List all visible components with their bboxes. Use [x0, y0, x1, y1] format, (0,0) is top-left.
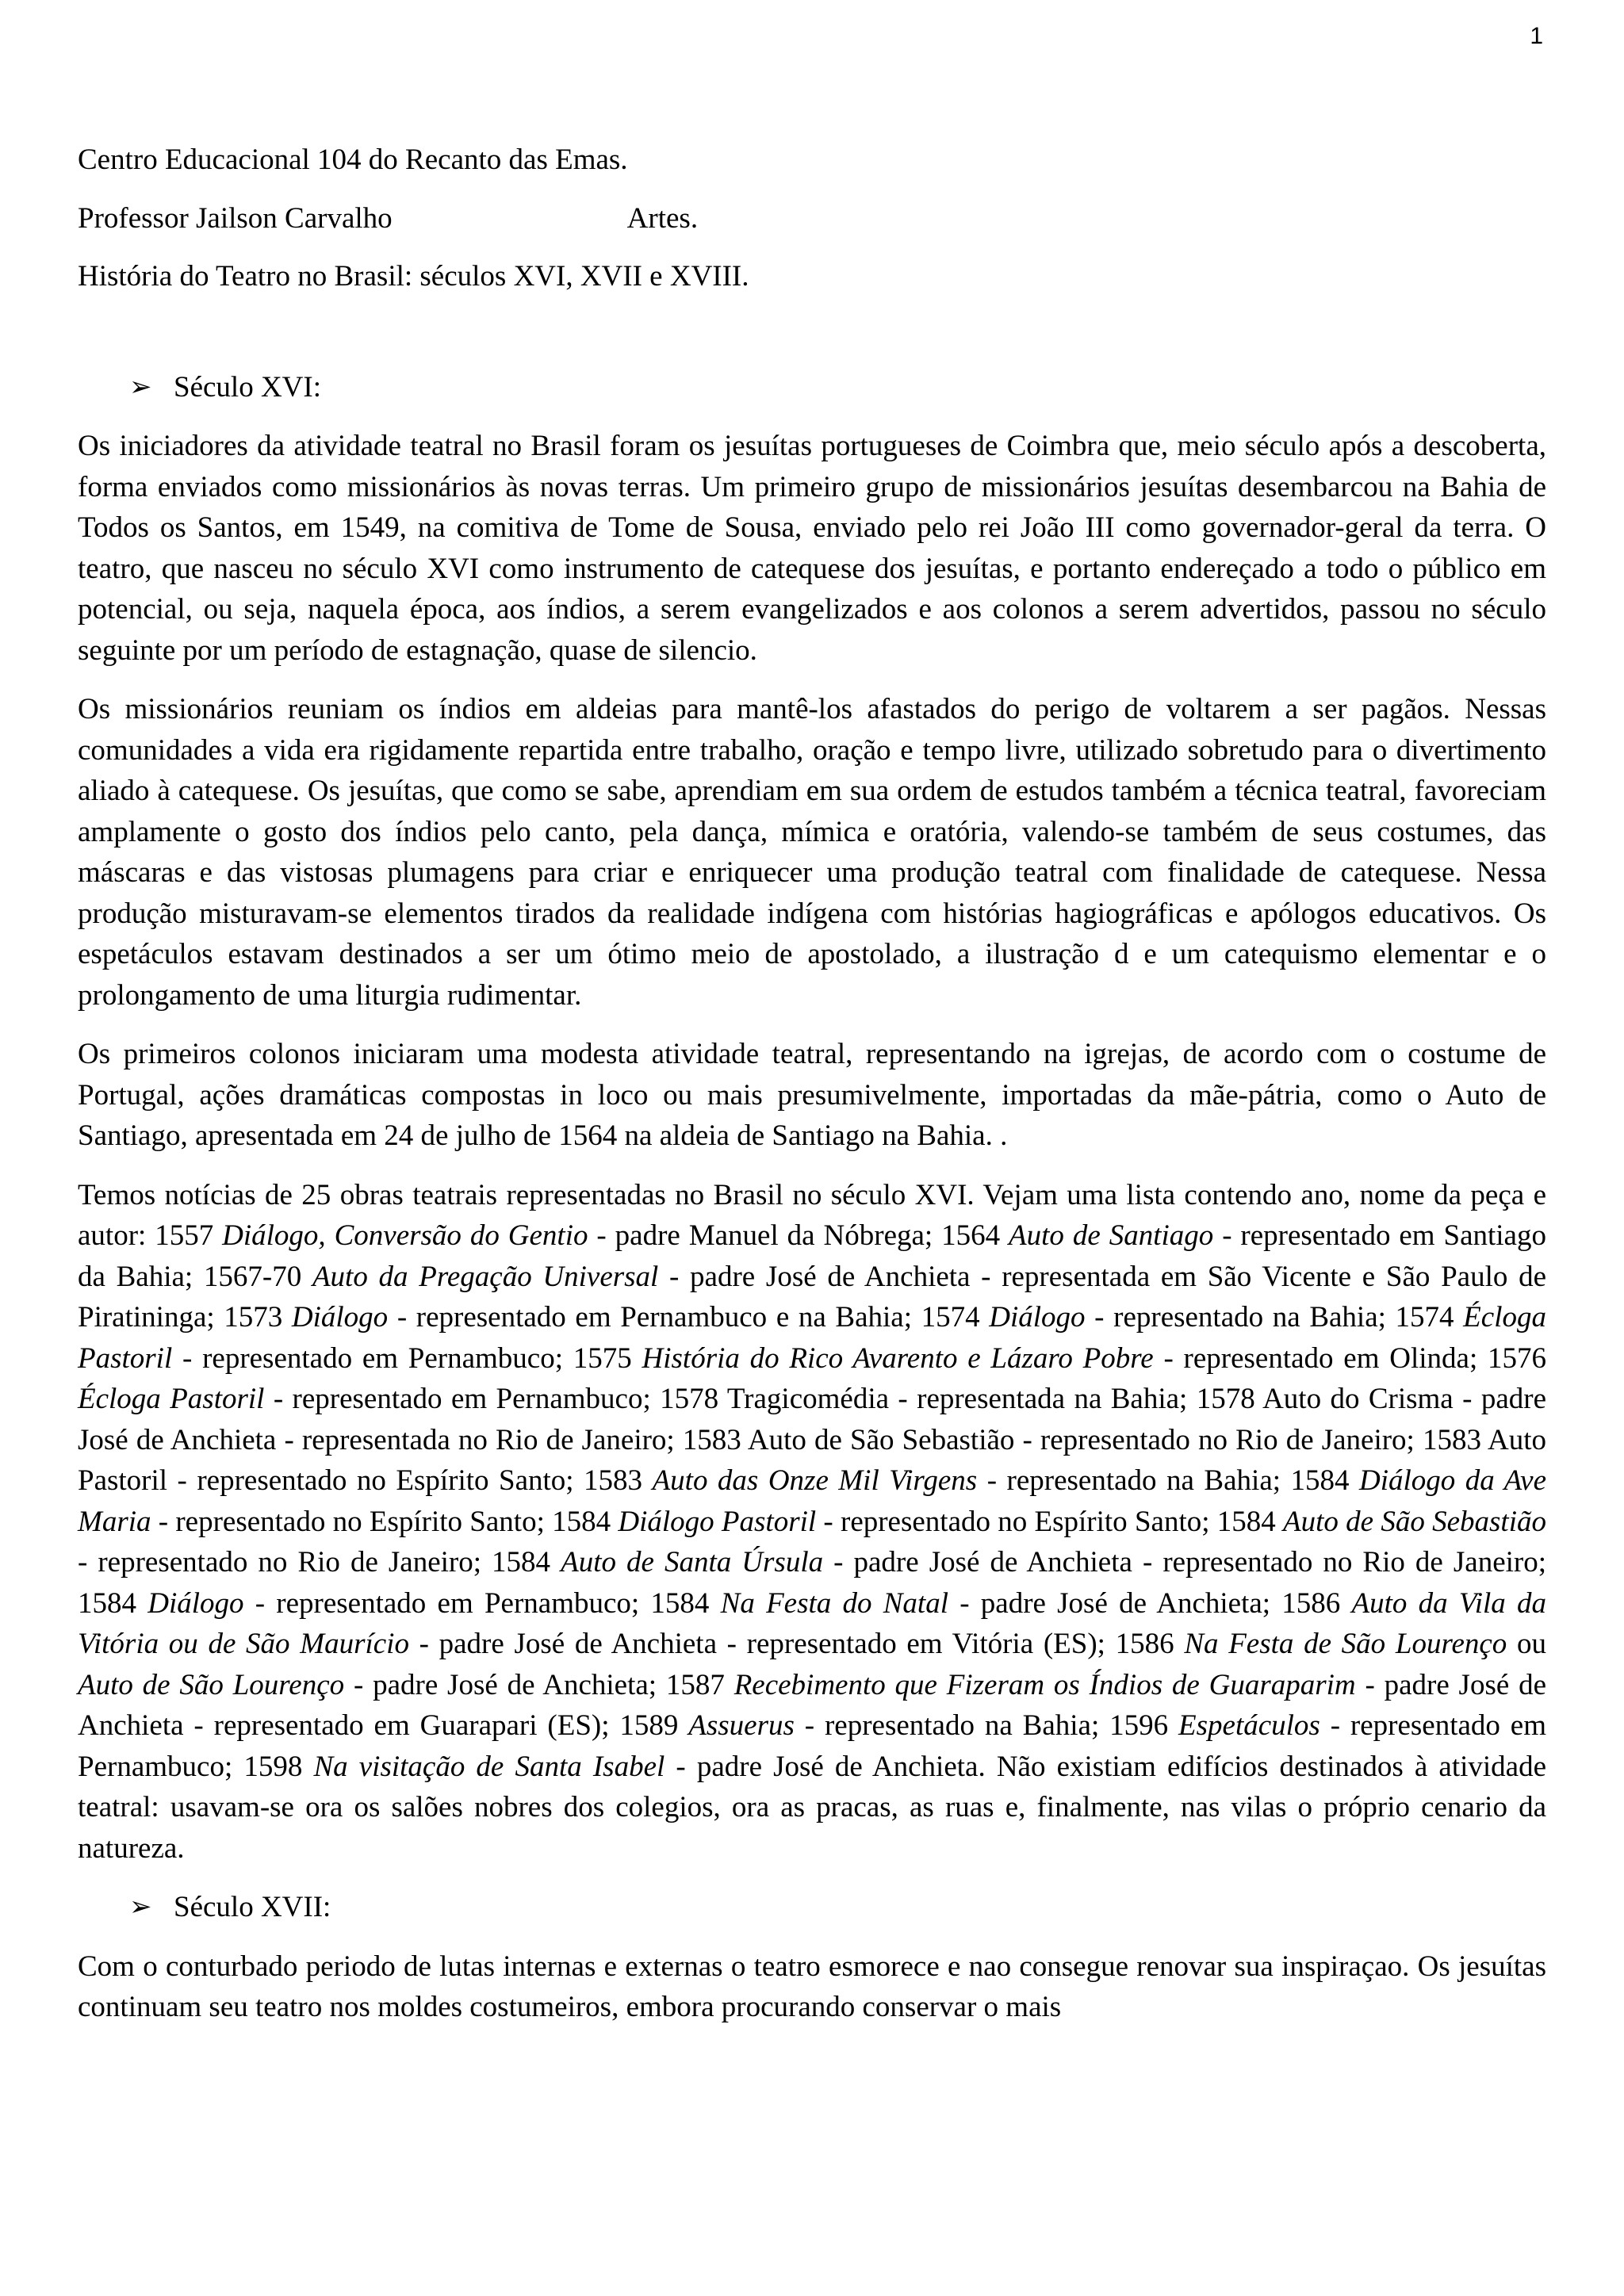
play-title: Auto de São Sebastião [1283, 1505, 1546, 1538]
teacher-subject-line [78, 198, 1546, 239]
text-segment: - representado no Rio de Janeiro; 1584 [78, 1546, 561, 1578]
play-title: Auto das Onze Mil Virgens [652, 1464, 978, 1497]
play-title: Diálogo, Conversão do Gentio [222, 1219, 588, 1252]
text-segment: - padre José de Anchieta - representado em Vitória (ES); 1586 [408, 1628, 1185, 1660]
text-segment: - representado em Pernambuco; 1584 [243, 1586, 721, 1620]
section-heading-17-label: Século XVII: [174, 1891, 331, 1923]
play-title: Na Festa do Natal [720, 1586, 948, 1620]
text-segment: - representado em Olinda; 1576 [1153, 1341, 1546, 1375]
text-segment: - padre José de Anchieta - representada em São Vicente e São Paulo de Piratininga; 1573 [78, 1260, 1547, 1334]
text-segment: - padre José de Anchieta; 1586 [948, 1586, 1352, 1620]
text-segment: - representado em Pernambuco e na Bahia; 1574 [388, 1301, 990, 1334]
text-segment: - representado no Espírito Santo; 1584 [816, 1505, 1284, 1538]
play-title: História do Rico Avarento e Lázaro Pobre [642, 1341, 1154, 1375]
document-title: História do Teatro no Brasil: séculos XVI, XVII e XVIII. [78, 260, 749, 293]
play-title: Auto da Pregação Universal [312, 1260, 659, 1293]
play-title: Na visitação de Santa Isabel [313, 1750, 665, 1783]
play-title: Recebimento que Fizeram os Índios de Guaraparim [733, 1668, 1356, 1701]
text-segment: - representado na Bahia; 1596 [794, 1709, 1179, 1742]
play-title: Diálogo [147, 1586, 244, 1620]
play-title: Diálogo [291, 1301, 389, 1334]
arrow-bullet-icon: ➢ [129, 1891, 152, 1923]
text-segment: - padre José de Anchieta. Não existiam edifícios destinados à atividade teatral: usavam-se ora os salões nobres dos colegios, ora as pracas, as ruas e, finalmente, nas vilas o próprio cenario da natureza. [78, 1750, 1547, 1865]
paragraph-16-plays-list [78, 1175, 1546, 1869]
play-title: Auto de Santa Úrsula [561, 1546, 824, 1578]
text-segment: - representado na Bahia; 1584 [977, 1464, 1360, 1497]
play-title: Diálogo [989, 1301, 1086, 1334]
text-segment: ou [1507, 1628, 1546, 1660]
text-segment: - representado em Pernambuco; 1598 [78, 1709, 1547, 1783]
text-segment: - padre José de Anchieta; 1587 [344, 1668, 734, 1701]
school-name: Centro Educacional 104 do Recanto das Emas. [78, 144, 628, 176]
arrow-bullet-icon: ➢ [129, 370, 152, 403]
play-title: Auto de São Lourenço [78, 1668, 345, 1701]
text-segment: - representado em Santiago da Bahia; 1567-70 [78, 1219, 1546, 1293]
text-segment: - padre Manuel da Nóbrega; 1564 [588, 1219, 1009, 1252]
text-segment: - padre José de Anchieta - representado no Rio de Janeiro; 1584 [78, 1546, 1546, 1620]
section-heading-16 [78, 367, 1546, 408]
play-title: Assuerus [688, 1709, 795, 1742]
text-segment: - representado em Pernambuco; 1575 [172, 1341, 642, 1375]
teacher-name: Professor Jailson Carvalho [78, 201, 393, 235]
play-title: Auto de Santiago [1009, 1219, 1214, 1252]
text-segment: - padre José de Anchieta - representado em Guarapari (ES); 1589 [78, 1668, 1546, 1742]
text-segment: - representado em Pernambuco; 1578 Tragicomédia - representada na Bahia; 1578 Auto do Crisma - padre José de Anchieta - representada no Rio de Janeiro; 1583 Auto de São Sebastião - representado no Rio de Janeiro; 1583 Auto Pastoril - representado no Espírito Santo; 1583 [78, 1383, 1547, 1497]
section-heading-16-label: Século XVI: [174, 370, 321, 404]
play-title: Écloga Pastoril [78, 1301, 1546, 1375]
play-title: Diálogo da Ave Maria [78, 1464, 1547, 1538]
subject-name: Artes. [626, 201, 699, 235]
text-segment: Temos notícias de 25 obras teatrais representadas no Brasil no século XVI. Vejam uma lista contendo ano, nome da peça e autor: 1557 [78, 1178, 1546, 1252]
text-segment: - representado no Espírito Santo; 1584 [151, 1505, 619, 1538]
page-number: 1 [1530, 23, 1543, 49]
text-segment: - representado na Bahia; 1574 [1085, 1301, 1464, 1334]
play-title: Diálogo Pastoril [618, 1505, 817, 1538]
paragraph-16-2: Os missionários reuniam os índios em aldeias para mantê-los afastados do perigo de voltarem a ser pagãos. Nessas comunidades a vida era rigidamente repartida entre trabalho, oração e tempo livre, utilizado sobretudo para o divertimento aliado à catequese. Os jesuítas, que como se sabe, aprendiam em sua ordem de estudos também a técnica teatral, favoreciam amplamente o gosto dos índios pelo canto, pela dança, mímica e oratória, valendo-se também de seus costumes, das máscaras e das vistosas plumagens para criar e enriquecer uma produção teatral com finalidade de catequese. Nessa produção misturavam-se elementos tirados da realidade indígena com histórias hagiográficas e apólogos educativos. Os espetáculos estavam destinados a ser um ótimo meio de apostolado, a ilustração d e um catequismo elementar e o prolongamento de uma liturgia rudimentar. [78, 693, 1546, 1012]
paragraph-16-1: Os iniciadores da atividade teatral no Brasil foram os jesuítas portugueses de Coimbra que, meio século após a descoberta, forma enviados como missionários às novas terras. Um primeiro grupo de missionários jesuítas desembarcou na Bahia de Todos os Santos, em 1549, na comitiva de Tome de Sousa, enviado pelo rei João III como governador-geral da terra. O teatro, que nasceu no século XVI como instrumento de catequese dos jesuítas, e portanto endereçado a todo o público em potencial, ou seja, naquela época, aos índios, a serem evangelizados e aos colonos a serem advertidos, passou no século seguinte por um período de estagnação, quase de silencio. [78, 430, 1546, 667]
section-heading-17 [78, 1887, 1546, 1928]
paragraph-17-1: Com o conturbado periodo de lutas internas e externas o teatro esmorece e nao consegue renovar sua inspiraçao. Os jesuítas continuam seu teatro nos moldes costumeiros, embora procurando conservar o mais [78, 1950, 1546, 2023]
play-title: Na Festa de São Lourenço [1184, 1628, 1507, 1660]
play-title: Écloga Pastoril [78, 1383, 265, 1415]
play-title: Espetáculos [1178, 1709, 1320, 1742]
play-title: Auto da Vila da Vitória ou de São Maurício [78, 1586, 1547, 1660]
paragraph-16-3: Os primeiros colonos iniciaram uma modesta atividade teatral, representando na igrejas, de acordo com o costume de Portugal, ações dramáticas compostas in loco ou mais presumivelmente, importadas da mãe-pátria, como o Auto de Santiago, apresentada em 24 de julho de 1564 na aldeia de Santiago na Bahia. . [78, 1038, 1546, 1152]
